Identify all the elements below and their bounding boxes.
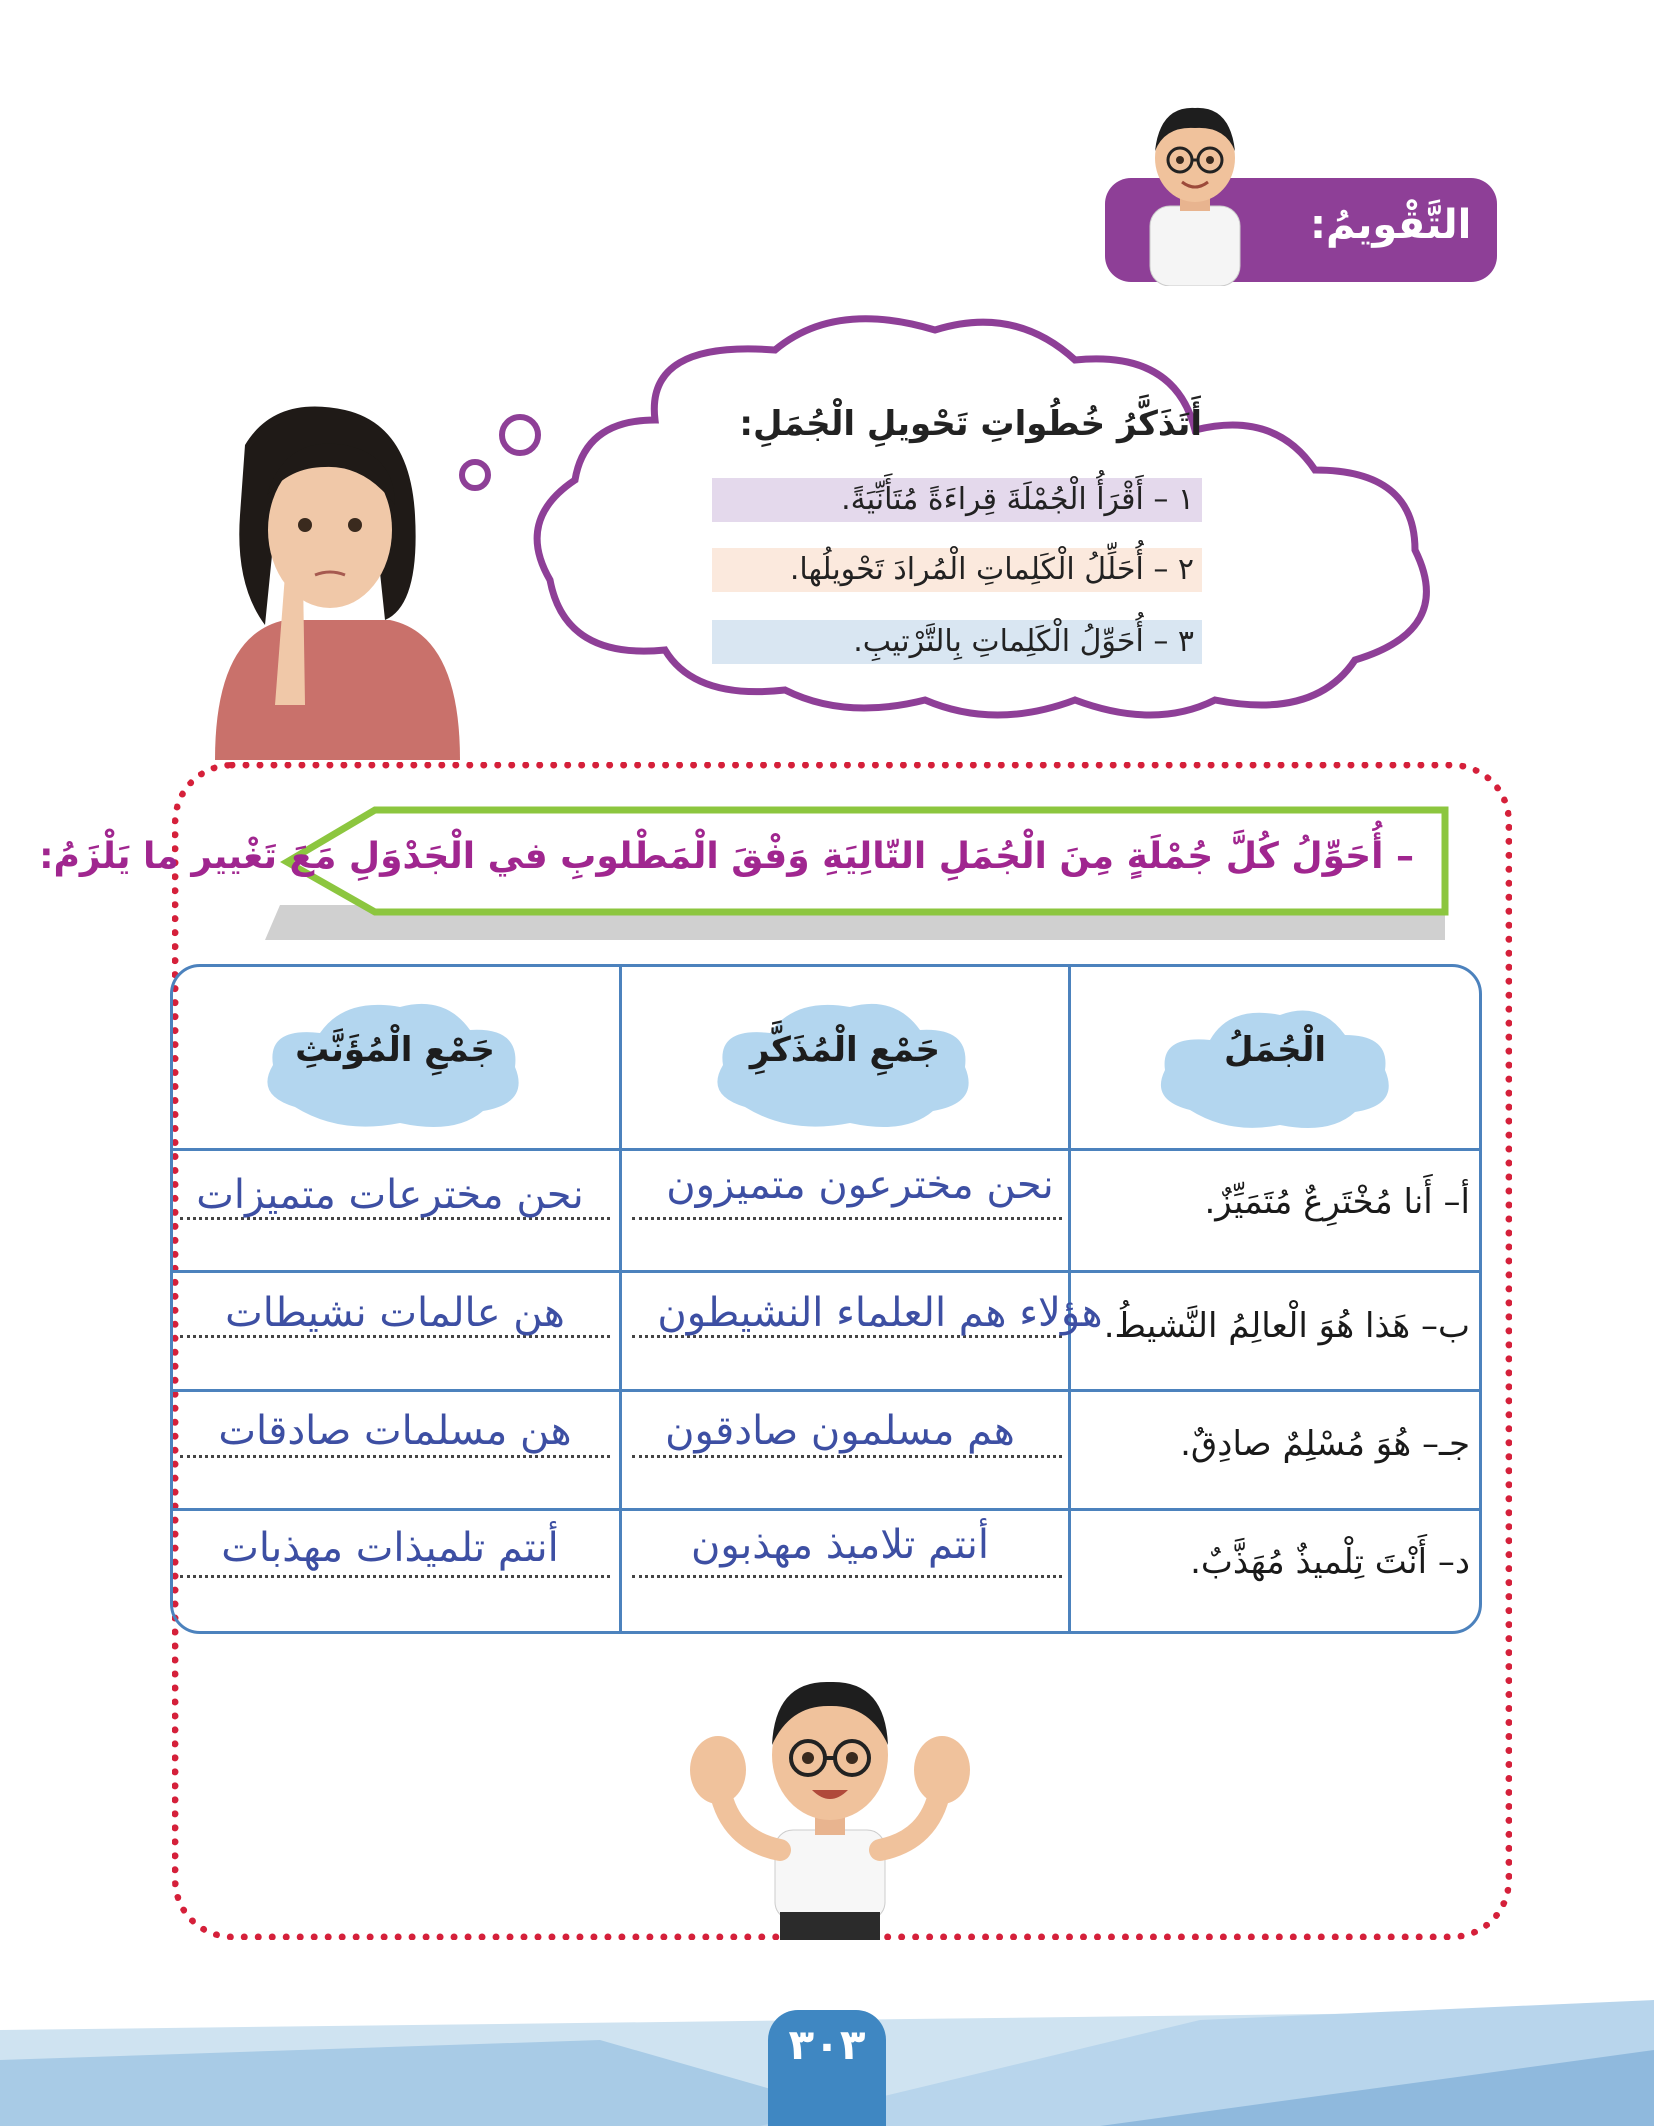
header-feminine-plural: جَمْعِ الْمُؤَنَّثِ bbox=[295, 1030, 495, 1070]
header-sentences: الْجُمَلُ bbox=[1223, 1030, 1327, 1070]
table-row-line-3 bbox=[172, 1389, 1480, 1392]
step-1: ١ – أَقْرَأُ الْجُمْلَةَ قِراءَةً مُتَأَنِّيَةً. bbox=[712, 478, 1202, 522]
row-3-masculine-answer: هم مسلمون صادقون bbox=[665, 1408, 1015, 1454]
header-cloud-sentences bbox=[1150, 1000, 1400, 1140]
table-row-line-2 bbox=[172, 1270, 1480, 1273]
boy-top-illustration bbox=[1130, 96, 1260, 286]
row-3-feminine-line bbox=[180, 1455, 610, 1458]
row-4-masculine-line bbox=[632, 1575, 1062, 1578]
row-4-sentence: د– أَنْتَ تِلْميذٌ مُهَذَّبٌ. bbox=[1190, 1542, 1470, 1582]
row-1-masculine-answer: نحن مخترعون متميزون bbox=[666, 1162, 1054, 1208]
row-1-masculine-line bbox=[632, 1217, 1062, 1220]
instruction-text: – أُحَوِّلُ كُلَّ جُمْلَةٍ مِنَ الْجُمَلِ التّالِيَةِ وَفْقَ الْمَطْلوبِ في الْجَدْوَلِ مَعَ تَغْيير ما يَلْزَمُ: bbox=[39, 836, 1414, 877]
row-1-sentence: أ– أَنا مُخْتَرِعٌ مُتَمَيِّزٌ. bbox=[1204, 1182, 1470, 1222]
evaluation-title: التَّقْويمُ: bbox=[1310, 202, 1472, 248]
cloud-heading: أَتَذَكَّرُ خُطُواتِ تَحْويلِ الْجُمَلِ: bbox=[739, 404, 1202, 444]
row-3-sentence: جـ– هُوَ مُسْلِمٌ صادِقٌ. bbox=[1180, 1424, 1470, 1464]
row-2-masculine-answer: هؤلاء هم العلماء النشيطون bbox=[657, 1290, 1103, 1336]
table-row-line-4 bbox=[172, 1508, 1480, 1511]
row-3-masculine-line bbox=[632, 1455, 1062, 1458]
page-number: ٣٠٣ bbox=[788, 2020, 866, 2069]
row-1-feminine-answer: نحن مخترعات متميزات bbox=[196, 1172, 584, 1218]
header-masculine-plural: جَمْعِ الْمُذَكَّرِ bbox=[749, 1030, 941, 1070]
girl-thinking-illustration bbox=[205, 405, 470, 760]
row-4-masculine-answer: أنتم تلاميذ مهذبون bbox=[691, 1522, 989, 1568]
row-4-feminine-line bbox=[180, 1575, 610, 1578]
boy-waving-illustration bbox=[680, 1650, 980, 1940]
row-2-feminine-answer: هن عالمات نشيطات bbox=[225, 1290, 565, 1336]
table-row-line-1 bbox=[172, 1148, 1480, 1151]
step-3: ٣ – أُحَوِّلُ الْكَلِماتِ بِالتَّرْتيبِ. bbox=[712, 620, 1202, 664]
step-2: ٢ – أُحَلِّلُ الْكَلِماتِ الْمُرادَ تَحْويلُها. bbox=[712, 548, 1202, 592]
row-4-feminine-answer: أنتم تلميذات مهذبات bbox=[221, 1525, 559, 1571]
row-3-feminine-answer: هن مسلمات صادقات bbox=[218, 1408, 572, 1454]
row-2-sentence: ب– هَذا هُوَ الْعالِمُ النَّشيطُ. bbox=[1103, 1306, 1470, 1346]
